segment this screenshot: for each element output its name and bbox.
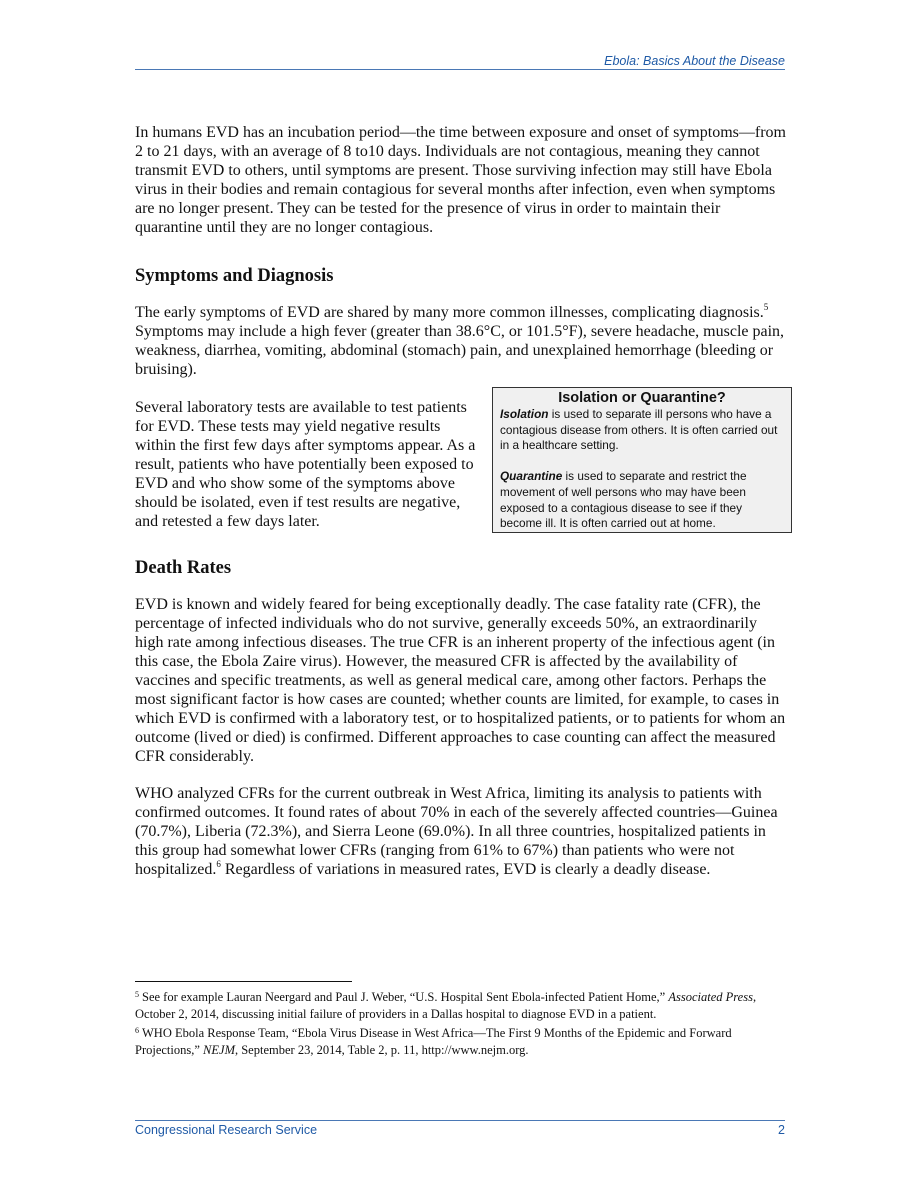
box-isolation-text: is used to separate ill persons who have a contagious disease from others. It is often carried out in a healthcare setting. <box>500 407 778 453</box>
paragraph-symptoms <box>135 303 787 379</box>
paragraph-lab-tests: Several laboratory tests are available to test patients for EVD. These tests may yield negative results within the first few days after symptoms appear. As a result, patients who have potentially been exposed to EVD and who show some of the symptoms above should be isolated, even if test results are negative, and retested a few days later. <box>135 399 476 530</box>
isolation-quarantine-box <box>492 387 792 533</box>
footnote-text: See for example Lauran Neergard and Paul J. Weber, “U.S. Hospital Sent Ebola-infected Patient Home,” <box>142 990 669 1004</box>
heading-symptoms-diagnosis: Symptoms and Diagnosis <box>135 266 334 286</box>
footer-rule <box>135 1120 785 1121</box>
box-quarantine-definition <box>500 469 784 531</box>
box-quarantine-term: Quarantine <box>500 469 563 484</box>
footnote-ref-5[interactable]: 5 <box>763 301 769 312</box>
footnote-separator <box>135 981 352 982</box>
footnote-source: NEJM <box>203 1042 235 1057</box>
footnote-ref-6[interactable]: 6 <box>216 858 221 869</box>
header-rule <box>135 69 785 70</box>
footnote-6 <box>135 1026 787 1058</box>
footnote-number: 5 <box>135 990 139 999</box>
footnote-text: WHO Ebola Response Team, “Ebola Virus Disease in West Africa—The First 9 Months of the Epidemic and Forward Projections,” <box>135 1026 732 1057</box>
paragraph-death-rates-2-part-b: Regardless of variations in measured rates, EVD is clearly a deadly disease. <box>220 861 711 878</box>
footer-page-number: 2 <box>778 1123 785 1137</box>
paragraph-death-rates-2-part-a: WHO analyzed CFRs for the current outbreak in West Africa, limiting its analysis to patients with confirmed outcomes. It found rates of about 70% in each of the severely affected countries—Guinea (70.7%), Liberia (72.3%), and Sierra Leone (69.0%). In all three countries, hospitalized patients in this group had somewhat lower CFRs (ranging from 61% to 67%) than patients who were not hospitalized. <box>135 785 778 878</box>
footnote-source: Associated Press <box>668 990 753 1004</box>
paragraph-death-rates-1: EVD is known and widely feared for being exceptionally deadly. The case fatality rate (CFR), the percentage of infected individuals who do not survive, generally exceeds 50%, an extraordinarily high rate among infectious diseases. The true CFR is an inherent property of the infectious agent (in this case, the Ebola Zaire virus). However, the measured CFR is affected by the availability of vaccines and specific treatments, as well as general medical care, among other factors. Perhaps the most significant factor is how cases are counted; whether counts are limited, for example, to cases in which EVD is confirmed with a laboratory test, or to hospitalized patients, or to patients for whom an outcome (lived or died) is confirmed. Different approaches to case counting can affect the measured CFR considerably. <box>135 596 786 765</box>
paragraph-symptoms-part-a: The early symptoms of EVD are shared by many more common illnesses, complicating diagnosis. <box>135 304 764 321</box>
footnote-5 <box>135 990 787 1022</box>
paragraph-symptoms-part-b: Symptoms may include a high fever (greater than 38.6°C, or 101.5°F), severe headache, muscle pain, weakness, diarrhea, vomiting, abdominal (stomach) pain, and unexplained hemorrhage (bleeding or bruising). <box>135 323 785 378</box>
paragraph-death-rates-2 <box>135 784 787 879</box>
box-quarantine-text: is used to separate and restrict the movement of well persons who may have been exposed to a contagious disease to see if they become ill. It is often carried out at home. <box>500 469 747 531</box>
paragraph-incubation: In humans EVD has an incubation period—the time between exposure and onset of symptoms—from 2 to 21 days, with an average of 8 to10 days. Individuals are not contagious, meaning they cannot transmit EVD to others, until symptoms are present. Those surviving infection may still have Ebola virus in their bodies and remain contagious for several months after infection, even when symptoms are no longer present. They can be tested for the presence of virus in order to maintain their quarantine until they are no longer contagious. <box>135 124 786 236</box>
footnote-number: 6 <box>135 1026 139 1035</box>
box-title: Isolation or Quarantine? <box>558 390 726 406</box>
box-isolation-term: Isolation <box>500 407 549 421</box>
running-header-title: Ebola: Basics About the Disease <box>604 54 785 68</box>
footer-publisher: Congressional Research Service <box>135 1123 318 1137</box>
footnote-text-tail: , October 2, 2014, discussing initial failure of providers in a Dallas hospital to diagnose EVD in a patient. <box>135 990 757 1021</box>
box-isolation-definition <box>500 407 784 454</box>
footnote-text-tail: , September 23, 2014, Table 2, p. 11, http://www.nejm.org. <box>234 1042 529 1057</box>
heading-death-rates: Death Rates <box>135 558 232 578</box>
